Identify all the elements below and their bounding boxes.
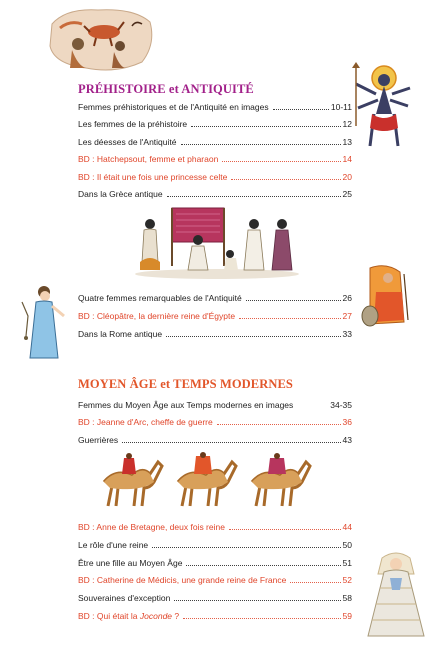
- toc-entry-comic[interactable]: [78, 414, 352, 428]
- toc-entry-page: 26: [342, 293, 352, 303]
- dot-leader: [217, 424, 341, 425]
- toc-entry-comic[interactable]: [78, 169, 352, 183]
- toc-entry-comic[interactable]: [78, 572, 352, 586]
- renaissance-lady-illustration: [360, 548, 432, 642]
- toc-entry-title: Dans la Grèce antique: [78, 189, 163, 199]
- toc-entry-title: [78, 610, 179, 622]
- camel-caravan-illustration: [96, 452, 320, 510]
- toc-entry-title: Les femmes de la préhistoire: [78, 119, 188, 129]
- toc-entry-page: 25: [342, 189, 352, 199]
- toc-entry[interactable]: [78, 99, 352, 113]
- toc-entry-page: 44: [342, 522, 352, 532]
- toc-entry-page: 14: [342, 154, 352, 164]
- toc-title-italic: Joconde: [139, 611, 173, 621]
- kali-goddess-illustration: [350, 62, 414, 154]
- dot-leader: [183, 618, 340, 619]
- toc-entry-page: 59: [342, 611, 352, 621]
- dot-leader: [122, 442, 340, 443]
- toc-entry-title: BD : Hatchepsout, femme et pharaon: [78, 154, 219, 164]
- toc-entry-page: 20: [342, 172, 352, 182]
- toc-title-suffix: ?: [172, 611, 180, 621]
- toc-entry[interactable]: [78, 134, 352, 148]
- dot-leader: [186, 565, 340, 566]
- toc-entry-title: BD : Cléopâtre, la dernière reine d'Égypte: [78, 311, 236, 321]
- toc-entry-title: BD : Jeanne d'Arc, cheffe de guerre: [78, 417, 213, 427]
- toc-entry-title: BD : Anne de Bretagne, deux fois reine: [78, 522, 225, 532]
- egyptian-weaving-scene-illustration: [132, 204, 302, 280]
- toc-entry-page: 13: [342, 137, 352, 147]
- toc-entry[interactable]: [78, 326, 352, 340]
- toc-entry-page: 33: [342, 329, 352, 339]
- dot-leader: [229, 529, 341, 530]
- dot-leader: [166, 336, 340, 337]
- toc-entry-title: BD : Il était une fois une princesse celte: [78, 172, 228, 182]
- toc-entry-comic[interactable]: [78, 608, 352, 622]
- toc-entry-comic[interactable]: [78, 519, 352, 533]
- toc-entry-comic[interactable]: [78, 308, 352, 322]
- toc-entry-page: 50: [342, 540, 352, 550]
- toc-entry-title: Femmes du Moyen Âge aux Temps modernes en images: [78, 400, 294, 410]
- toc-entry-title: BD : Catherine de Médicis, une grande reine de France: [78, 575, 287, 585]
- toc-entry-title: Être une fille au Moyen Âge: [78, 558, 183, 568]
- toc-entry-page: 10-11: [330, 102, 352, 112]
- toc-entry-page: 58: [342, 593, 352, 603]
- toc-entry-page: 27: [342, 311, 352, 321]
- toc-entry[interactable]: [78, 432, 352, 446]
- toc-entry-page: 43: [342, 435, 352, 445]
- toc-entry-title: Les déesses de l'Antiquité: [78, 137, 177, 147]
- toc-title-prefix: BD : Qui était la: [78, 611, 140, 621]
- toc-entry[interactable]: [78, 290, 352, 304]
- dot-leader: [174, 600, 340, 601]
- toc-entry-title: Dans la Rome antique: [78, 329, 163, 339]
- toc-entry-title: Souveraines d'exception: [78, 593, 171, 603]
- toc-entry[interactable]: [78, 555, 352, 569]
- cave-painting-illustration: [46, 6, 156, 74]
- dot-leader: [167, 196, 341, 197]
- dot-leader: [191, 126, 340, 127]
- toc-entry-page: 52: [342, 575, 352, 585]
- toc-entry-title: Quatre femmes remarquables de l'Antiquité: [78, 293, 242, 303]
- toc-entry-title: Le rôle d'une reine: [78, 540, 149, 550]
- section-title-middle-ages: MOYEN ÂGE et TEMPS MODERNES: [78, 377, 293, 391]
- dot-leader: [290, 582, 340, 583]
- toc-entry-title: Guerrières: [78, 435, 119, 445]
- dot-leader: [273, 109, 329, 110]
- toc-entry-page: 36: [342, 417, 352, 427]
- toc-entry[interactable]: [78, 590, 352, 604]
- toc-entry[interactable]: [78, 186, 352, 200]
- toc-entry[interactable]: [78, 537, 352, 551]
- toc-entry-page: 12: [342, 119, 352, 129]
- dot-leader: [152, 547, 340, 548]
- dot-leader: [246, 300, 341, 301]
- roman-water-carrier-illustration: [360, 262, 412, 332]
- dot-leader: [222, 161, 340, 162]
- dot-leader: [231, 179, 340, 180]
- toc-entry-page: 51: [342, 558, 352, 568]
- toc-entry-title: Femmes préhistoriques et de l'Antiquité en images: [78, 102, 269, 112]
- dot-leader: [239, 318, 340, 319]
- toc-entry-page: 34-35: [330, 400, 352, 410]
- dot-leader: [181, 144, 341, 145]
- toc-entry[interactable]: [78, 116, 352, 130]
- toc-entry-comic[interactable]: [78, 151, 352, 165]
- section-title-prehistory: PRÉHISTOIRE et ANTIQUITÉ: [78, 82, 254, 96]
- greek-woman-spinning-illustration: [18, 282, 70, 364]
- toc-entry[interactable]: [78, 397, 352, 411]
